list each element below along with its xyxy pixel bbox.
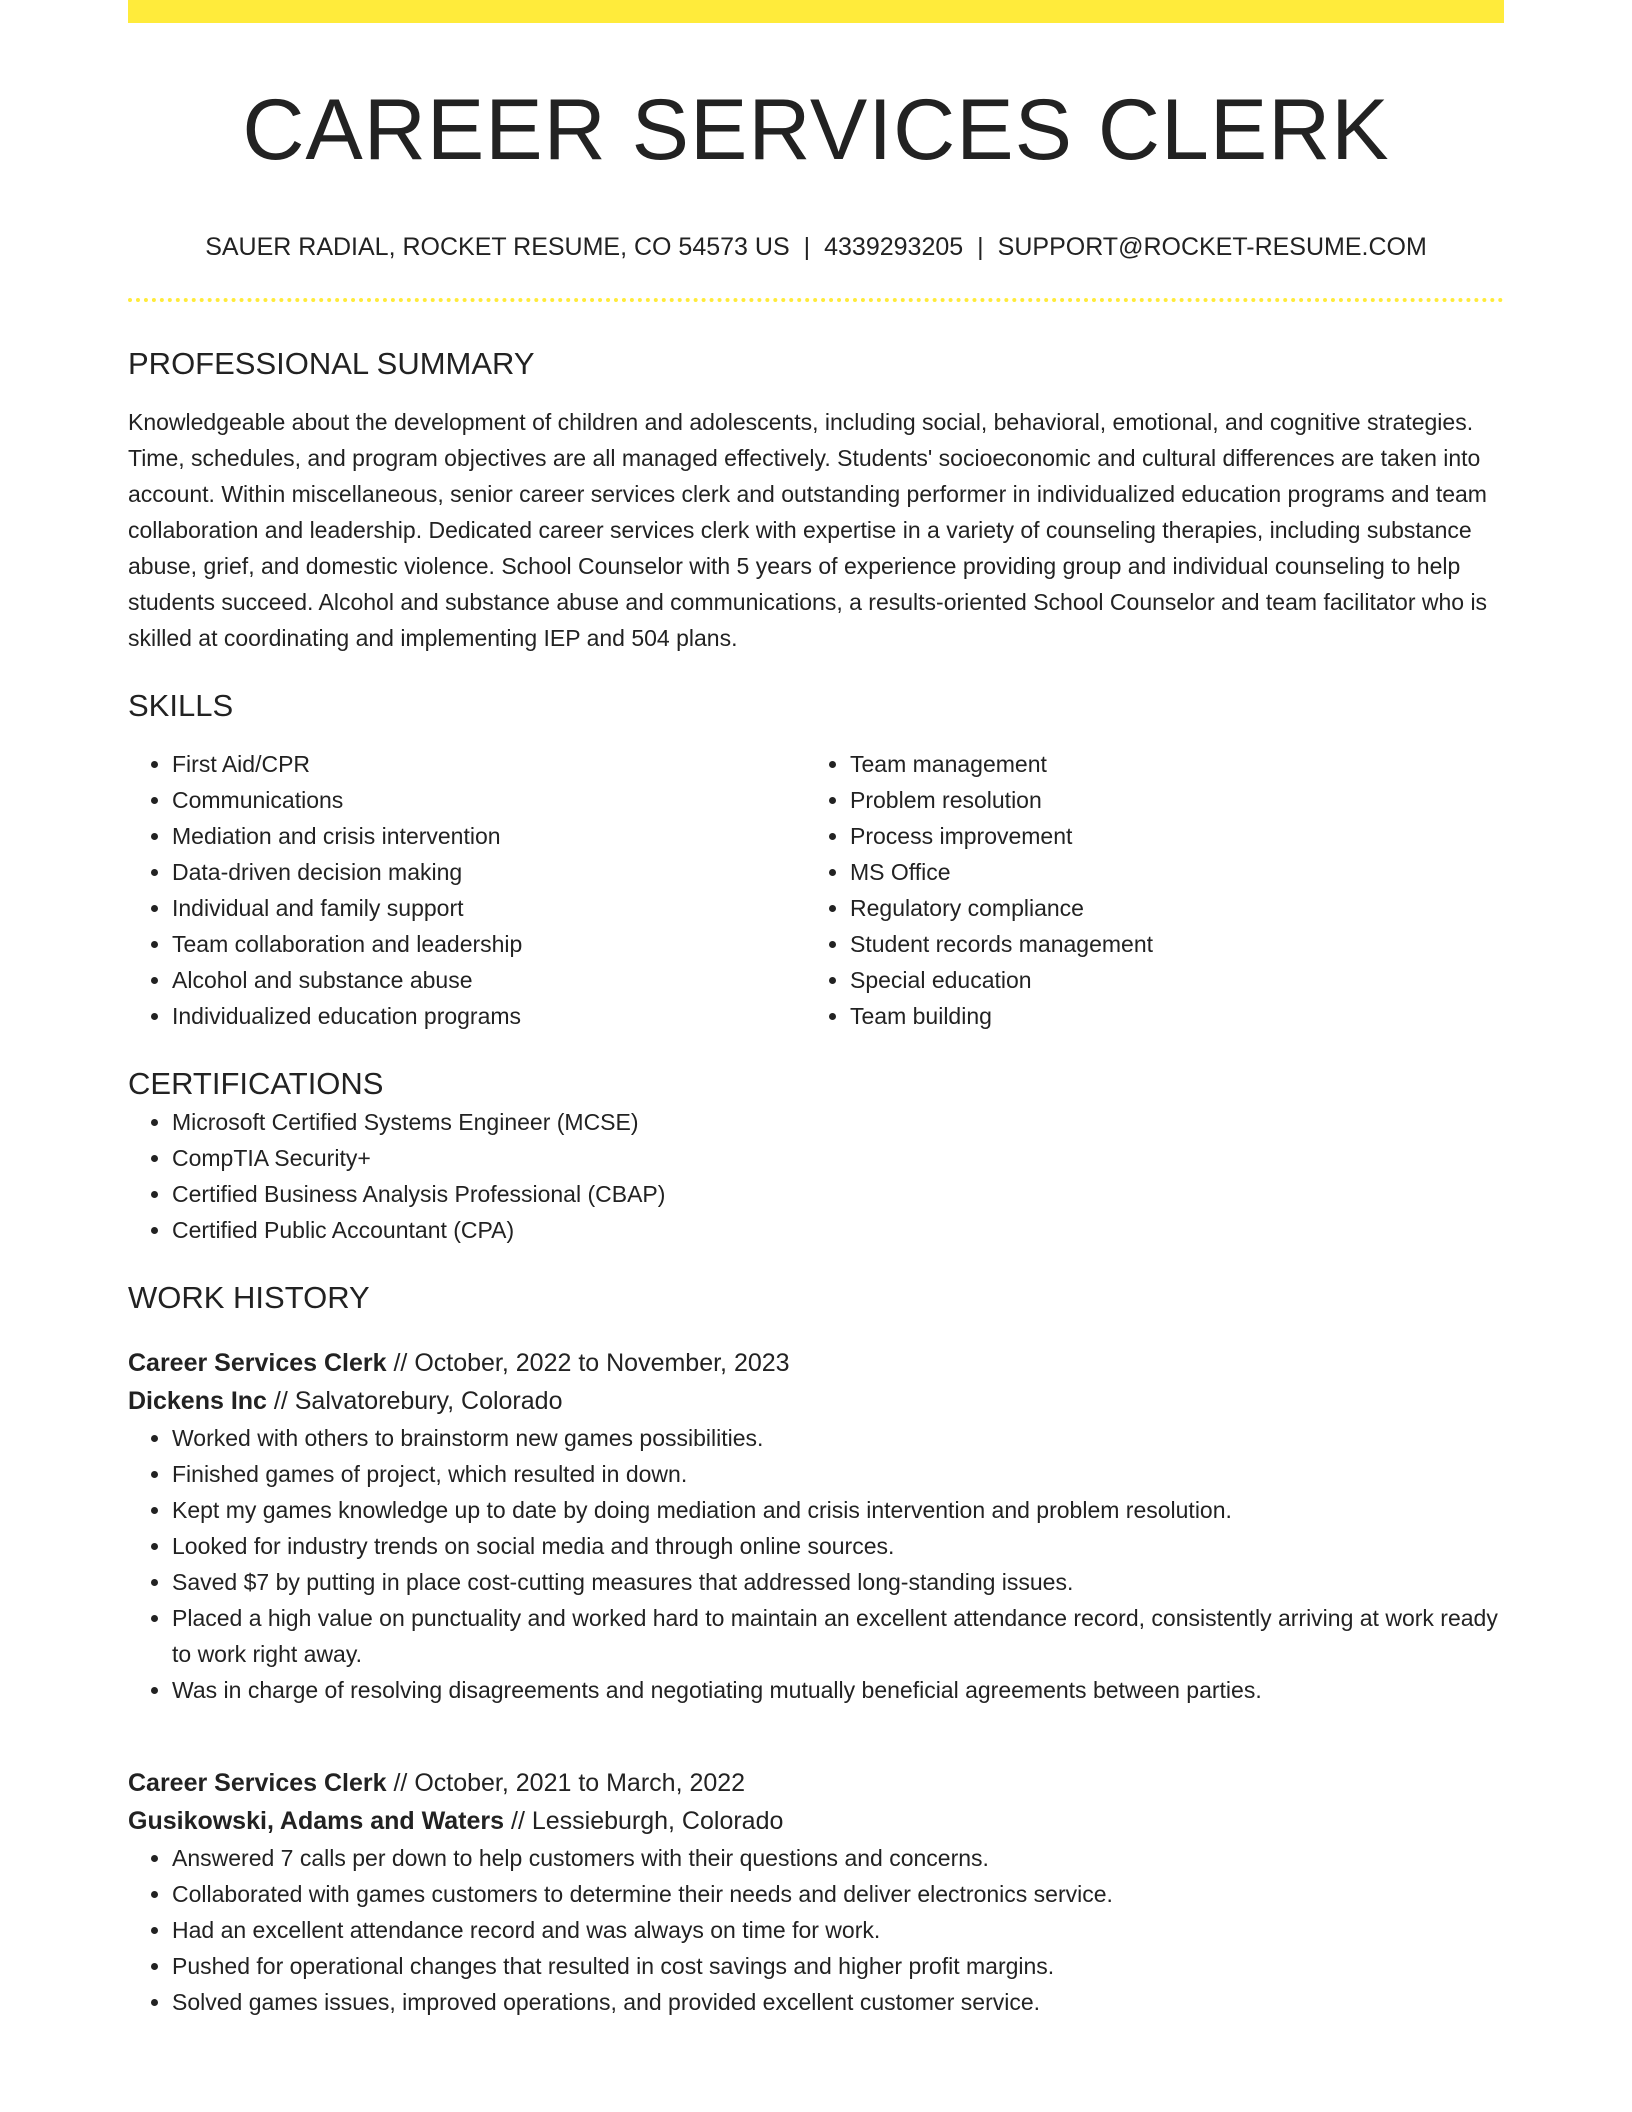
contact-separator: | — [977, 233, 984, 261]
job-bullet: • Answered 7 calls per down to help customers with their questions and concerns. — [172, 1840, 1504, 1876]
job-bullet: • Solved games issues, improved operations, and provided excellent customer service. — [172, 1984, 1504, 2020]
job-bullet: • Kept my games knowledge up to date by doing mediation and crisis intervention and problem resolution. — [172, 1492, 1504, 1528]
skills-heading: SKILLS — [128, 688, 234, 723]
job-dates: // October, 2022 to November, 2023 — [386, 1349, 790, 1377]
job-title-line — [128, 1764, 1504, 1802]
certifications-heading: CERTIFICATIONS — [128, 1066, 384, 1101]
job-dates: // October, 2021 to March, 2022 — [386, 1769, 746, 1797]
job-bullet: • Collaborated with games customers to determine their needs and deliver electronics service. — [172, 1876, 1504, 1912]
skills-list-right — [806, 746, 1484, 1034]
resume-title: CAREER SERVICES CLERK — [242, 82, 1390, 178]
skill-item: • Mediation and crisis intervention — [172, 818, 806, 854]
resume-content — [128, 0, 1504, 2020]
certification-item: • Microsoft Certified Systems Engineer (MCSE) — [172, 1104, 1504, 1140]
job-company-line — [128, 1382, 1504, 1420]
job-title: Career Services Clerk — [128, 1349, 387, 1377]
certification-item: • CompTIA Security+ — [172, 1140, 1504, 1176]
skill-item: • Communications — [172, 782, 806, 818]
job-bullet: • Had an excellent attendance record and was always on time for work. — [172, 1912, 1504, 1948]
contact-separator: | — [803, 233, 811, 261]
job-entry — [128, 1764, 1504, 2020]
summary-text: Knowledgeable about the development of children and adolescents, including social, behavioral, emotional, and cognitive strategies. Time, schedules, and program objectives are all managed effectively. Students' socioeconomic and cultural differences are taken into account. Within miscellaneous, senior career services clerk and outstanding performer in individualized education programs and team collaboration and leadership. Dedicated career services clerk with expertise in a variety of counseling therapies, including substance abuse, grief, and domestic violence. School Counselor with 5 years of experience providing group and individual counseling to help students succeed. Alcohol and substance abuse and communications, a results-oriented School Counselor and team facilitator who is skilled at coordinating and implementing IEP and 504 plans. — [128, 409, 1488, 651]
job-spacer — [128, 1708, 1504, 1738]
skills-grid — [128, 746, 1504, 1034]
job-title-line — [128, 1344, 1504, 1382]
job-bullet: • Saved $7 by putting in place cost-cutting measures that addressed long-standing issues. — [172, 1564, 1504, 1600]
skill-item: • Team building — [850, 998, 1484, 1034]
skill-item: • Alcohol and substance abuse — [172, 962, 806, 998]
contact-address: SAUER RADIAL, ROCKET RESUME, CO 54573 US — [205, 233, 790, 261]
skill-item: • Individual and family support — [172, 890, 806, 926]
skills-column-right — [806, 746, 1484, 1034]
job-bullet: • Was in charge of resolving disagreements and negotiating mutually beneficial agreements between parties. — [172, 1672, 1504, 1708]
job-bullet: • Placed a high value on punctuality and worked hard to maintain an excellent attendance record, consistently arriving at work ready to work right away. — [172, 1600, 1504, 1672]
skill-item: • Team management — [850, 746, 1484, 782]
certification-item: • Certified Business Analysis Professional (CBAP) — [172, 1176, 1504, 1212]
skill-item: • Individualized education programs — [172, 998, 806, 1034]
contact-phone: 4339293205 — [824, 233, 964, 261]
job-bullet: • Pushed for operational changes that resulted in cost savings and higher profit margins. — [172, 1948, 1504, 1984]
job-company: Dickens Inc — [128, 1387, 267, 1415]
work-history-heading: WORK HISTORY — [128, 1280, 370, 1315]
job-bullet: • Looked for industry trends on social media and through online sources. — [172, 1528, 1504, 1564]
header-divider — [128, 298, 1504, 302]
certifications-list — [128, 1104, 1504, 1248]
skill-item: • First Aid/CPR — [172, 746, 806, 782]
skills-column-left — [128, 746, 806, 1034]
job-bullet: • Finished games of project, which resulted in down. — [172, 1456, 1504, 1492]
contact-line — [128, 230, 1504, 264]
contact-email: SUPPORT@ROCKET-RESUME.COM — [997, 233, 1427, 261]
job-title: Career Services Clerk — [128, 1769, 387, 1797]
skill-item: • Process improvement — [850, 818, 1484, 854]
skill-item: • Team collaboration and leadership — [172, 926, 806, 962]
job-bullet-list — [128, 1420, 1504, 1708]
skill-item: • Student records management — [850, 926, 1484, 962]
job-entry — [128, 1344, 1504, 1708]
skill-item: • MS Office — [850, 854, 1484, 890]
skills-list-left — [128, 746, 806, 1034]
job-company-line — [128, 1802, 1504, 1840]
job-company: Gusikowski, Adams and Waters — [128, 1807, 505, 1835]
skill-item: • Problem resolution — [850, 782, 1484, 818]
summary-heading: PROFESSIONAL SUMMARY — [128, 346, 535, 381]
skill-item: • Data-driven decision making — [172, 854, 806, 890]
job-location: // Salvatorebury, Colorado — [266, 1387, 563, 1415]
skill-item: • Special education — [850, 962, 1484, 998]
job-bullet-list — [128, 1840, 1504, 2020]
job-location: // Lessieburgh, Colorado — [504, 1807, 784, 1835]
skill-item: • Regulatory compliance — [850, 890, 1484, 926]
job-bullet: • Worked with others to brainstorm new games possibilities. — [172, 1420, 1504, 1456]
certification-item: • Certified Public Accountant (CPA) — [172, 1212, 1504, 1248]
